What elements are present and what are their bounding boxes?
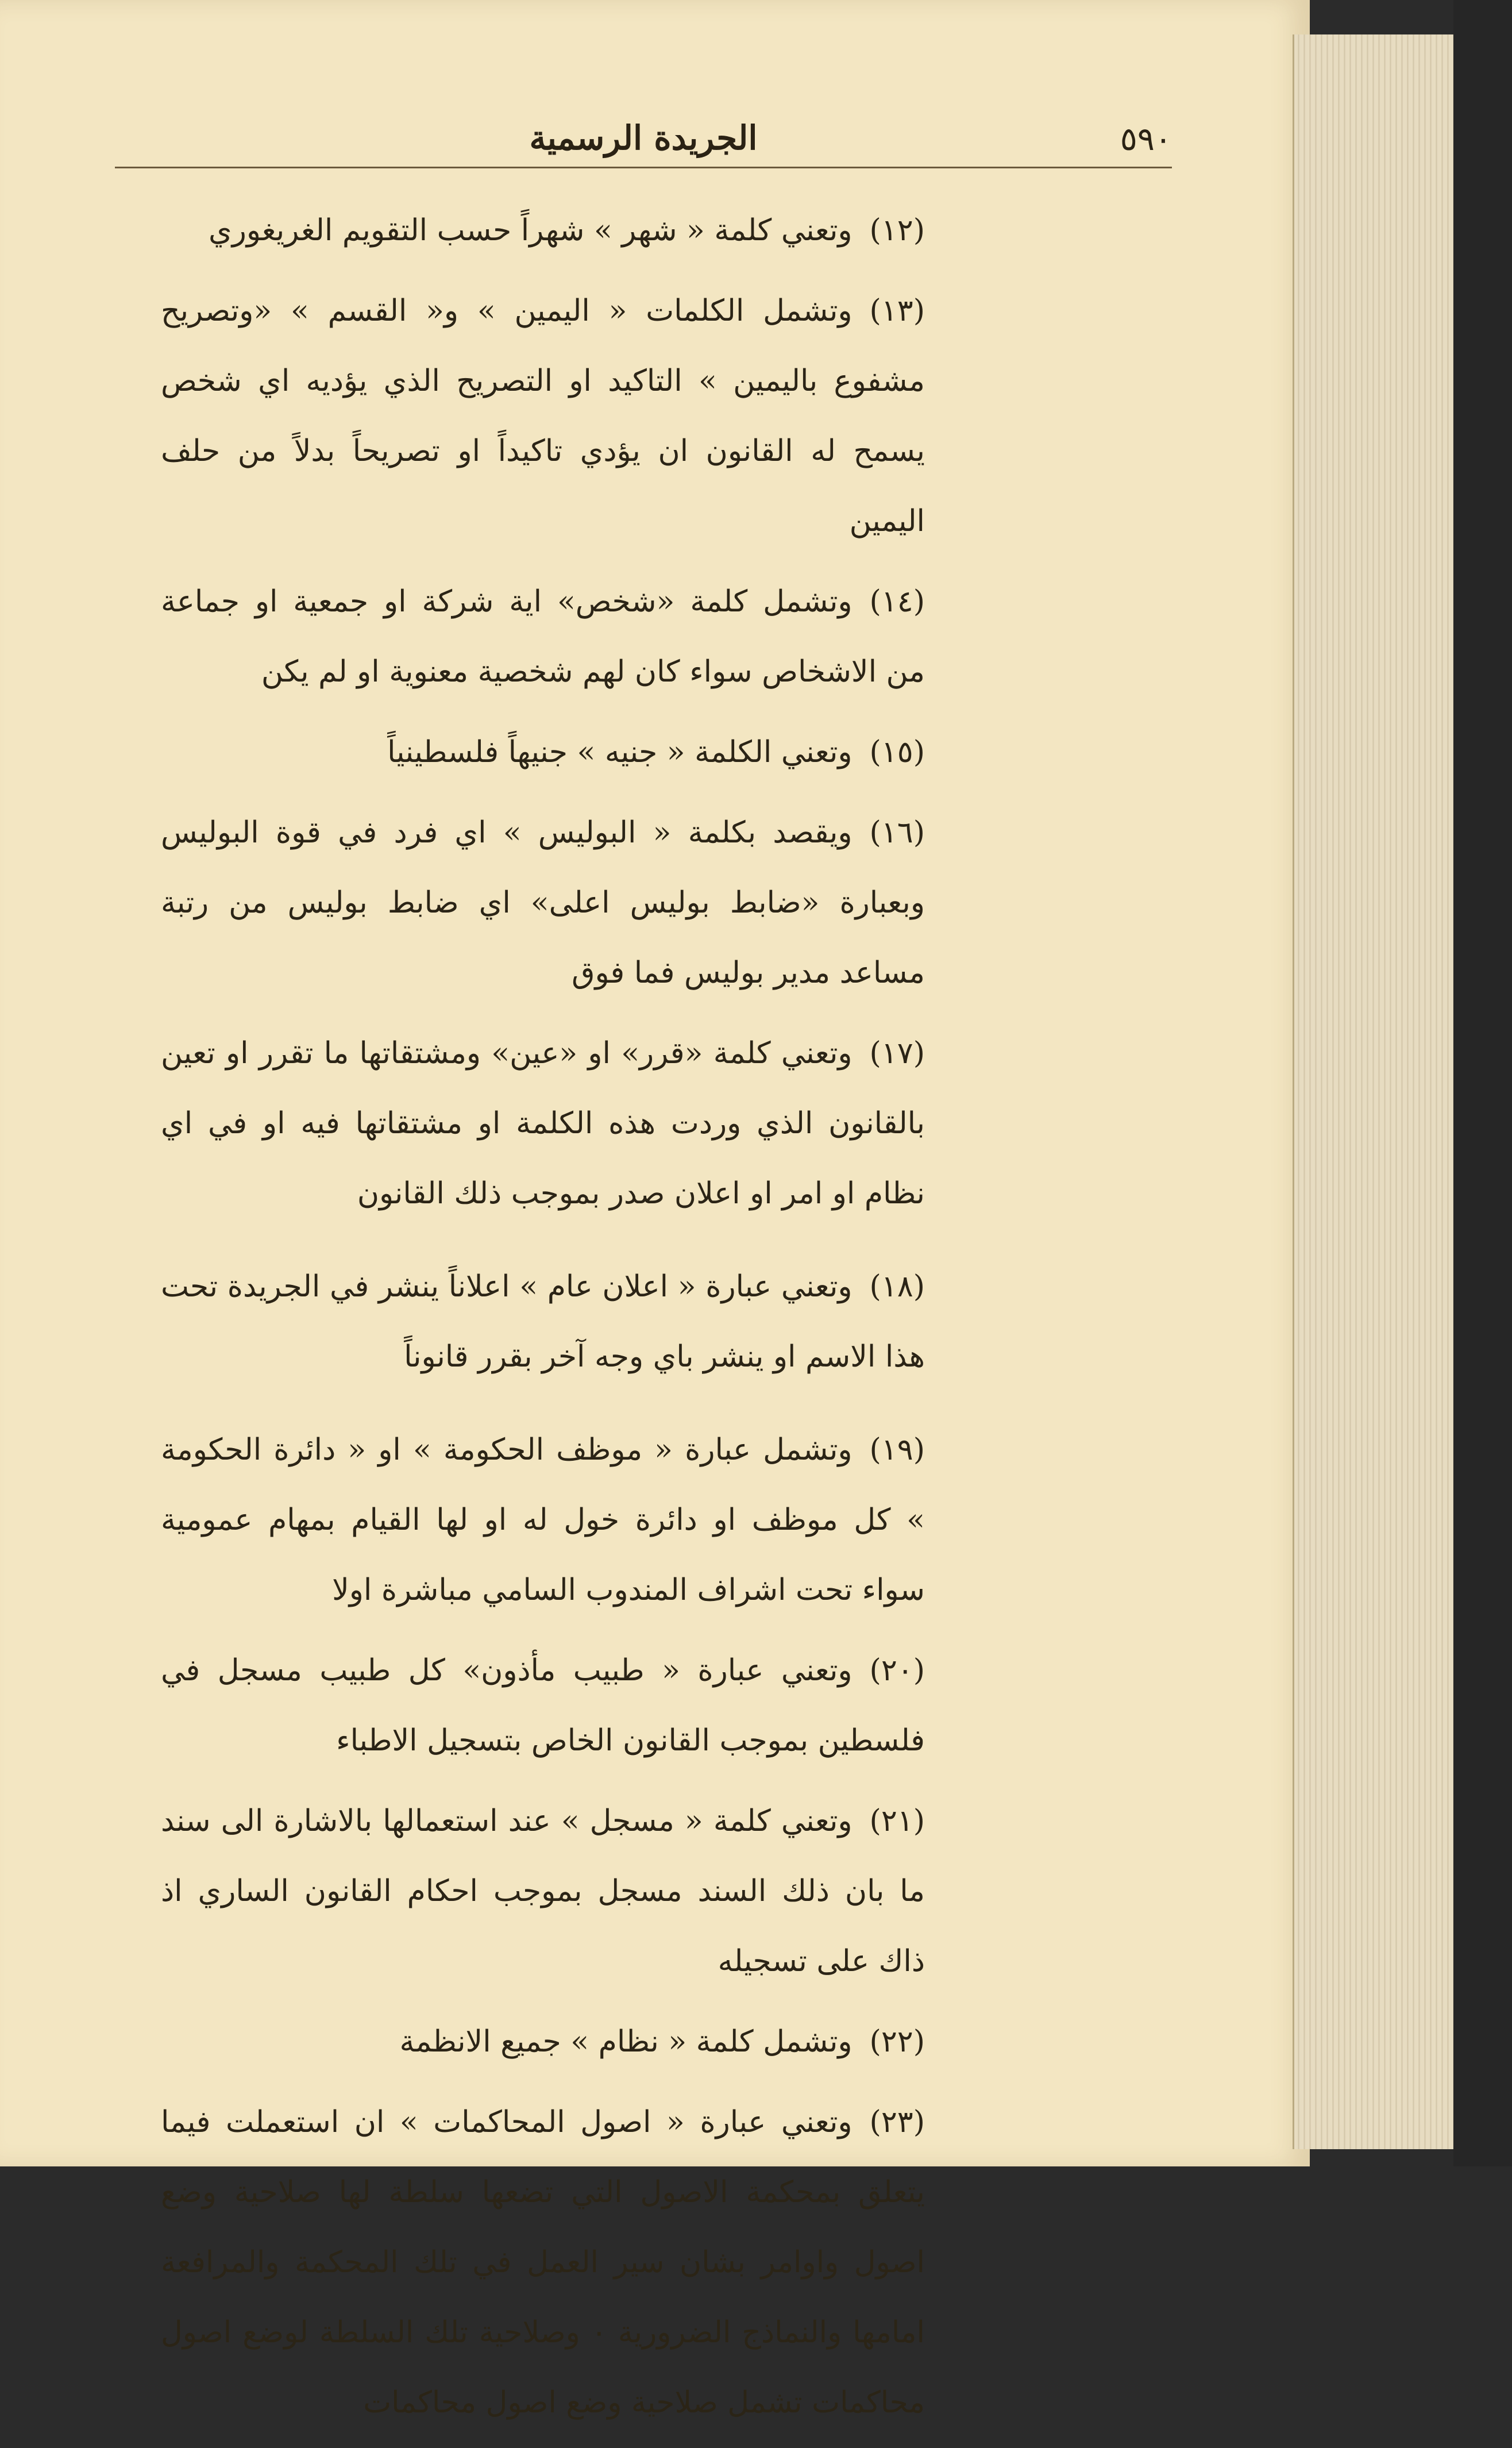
paragraph-18 (161, 1252, 925, 1392)
paragraph-14 (161, 567, 925, 707)
paragraph-number: (١٦) (869, 815, 925, 850)
paragraph-15 (161, 717, 925, 787)
paragraph-number: (١٩) (869, 1433, 925, 1467)
paragraph-number: (١٧) (869, 1036, 925, 1071)
paragraph-text: وتعني عبارة « اعلان عام » اعلاناً ينشر في الجريدة تحت هذا الاسم او ينشر باي وجه آخر بقرر قانوناً (161, 1269, 925, 1374)
paragraph-text: وتعني عبارة « اصول المحاكمات » ان استعملت فيما يتعلق بمحكمة الاصول التي تضعها سلطة لها صلاحية وضع اصول واوامر بشان سير العمل في تلك المحكمة والمرافعة امامها والنماذج الضرورية ٠ وصلاحية تلك السلطة لوضع اصول محاكمات تشمل صلاحية وضع اصول محاكمات (161, 2105, 925, 2420)
paragraph-number: (١٨) (869, 1269, 925, 1304)
paragraph-number: (٢٣) (869, 2105, 925, 2139)
paragraph-number: (١٣) (869, 294, 925, 328)
running-title: الجريدة الرسمية (529, 118, 758, 157)
paragraph-number: (١٢) (869, 213, 925, 248)
page-edges (1293, 34, 1455, 2149)
paragraph-17 (161, 1018, 925, 1229)
paragraph-21 (161, 1786, 925, 1996)
paragraph-number: (١٥) (869, 735, 925, 769)
paragraph-number: (٢٢) (869, 2024, 925, 2059)
paragraph-12 (161, 195, 925, 265)
paragraph-13 (161, 276, 925, 556)
paragraph-20 (161, 1635, 925, 1776)
paragraph-number: (١٤) (869, 584, 925, 619)
paragraph-22 (161, 2007, 925, 2077)
paragraph-text: وتشمل الكلمات « اليمين » و« القسم » «وتصريح مشفوع باليمين » التاكيد او التصريح الذي يؤديه اي شخص يسمح له القانون ان يؤدي تاكيداً او تصريحاً بدلاً من حلف اليمين (161, 294, 925, 538)
paragraph-23 (161, 2087, 925, 2438)
page-header (115, 115, 1172, 168)
paragraph-16 (161, 798, 925, 1008)
paragraph-text: ويقصد بكلمة « البوليس » اي فرد في قوة البوليس وبعبارة «ضابط بوليس اعلى» اي ضابط بوليس من رتبة مساعد مدير بوليس فما فوق (161, 815, 925, 990)
page-number: ٥٩٠ (1120, 121, 1172, 158)
paragraph-text: وتشمل كلمة « نظام » جميع الانظمة (399, 2024, 853, 2059)
paragraph-text: وتعني الكلمة « جنيه » جنيهاً فلسطينياً (387, 735, 853, 769)
page-body (161, 195, 925, 2448)
paragraph-number: (٢١) (869, 1804, 925, 1838)
paragraph-text: وتعني عبارة « طبيب مأذون» كل طبيب مسجل في فلسطين بموجب القانون الخاص بتسجيل الاطباء (161, 1653, 925, 1758)
book-cover (1453, 0, 1512, 2166)
paragraph-text: وتعني كلمة « مسجل » عند استعمالها بالاشارة الى سند ما بان ذلك السند مسجل بموجب احكام القانون الساري اذ ذاك على تسجيله (161, 1804, 925, 1979)
paragraph-text: وتعني كلمة «قرر» او «عين» ومشتقاتها ما تقرر او تعين بالقانون الذي وردت هذه الكلمة او مشتقاتها فيه او في اي نظام او امر او اعلان صدر بموجب ذلك القانون (161, 1036, 925, 1211)
paragraph-text: وتشمل كلمة «شخص» اية شركة او جمعية او جماعة من الاشخاص سواء كان لهم شخصية معنوية او لم يكن (161, 584, 925, 689)
paragraph-text: وتعني كلمة « شهر » شهراً حسب التقويم الغريغوري (209, 213, 853, 248)
paragraph-number: (٢٠) (869, 1653, 925, 1688)
paragraph-19 (161, 1415, 925, 1625)
paragraph-text: وتشمل عبارة « موظف الحكومة » او « دائرة الحكومة » كل موظف او دائرة خول له او لها القيام بمهام عمومية سواء تحت اشراف المندوب السامي مباشرة اولا (161, 1433, 925, 1607)
